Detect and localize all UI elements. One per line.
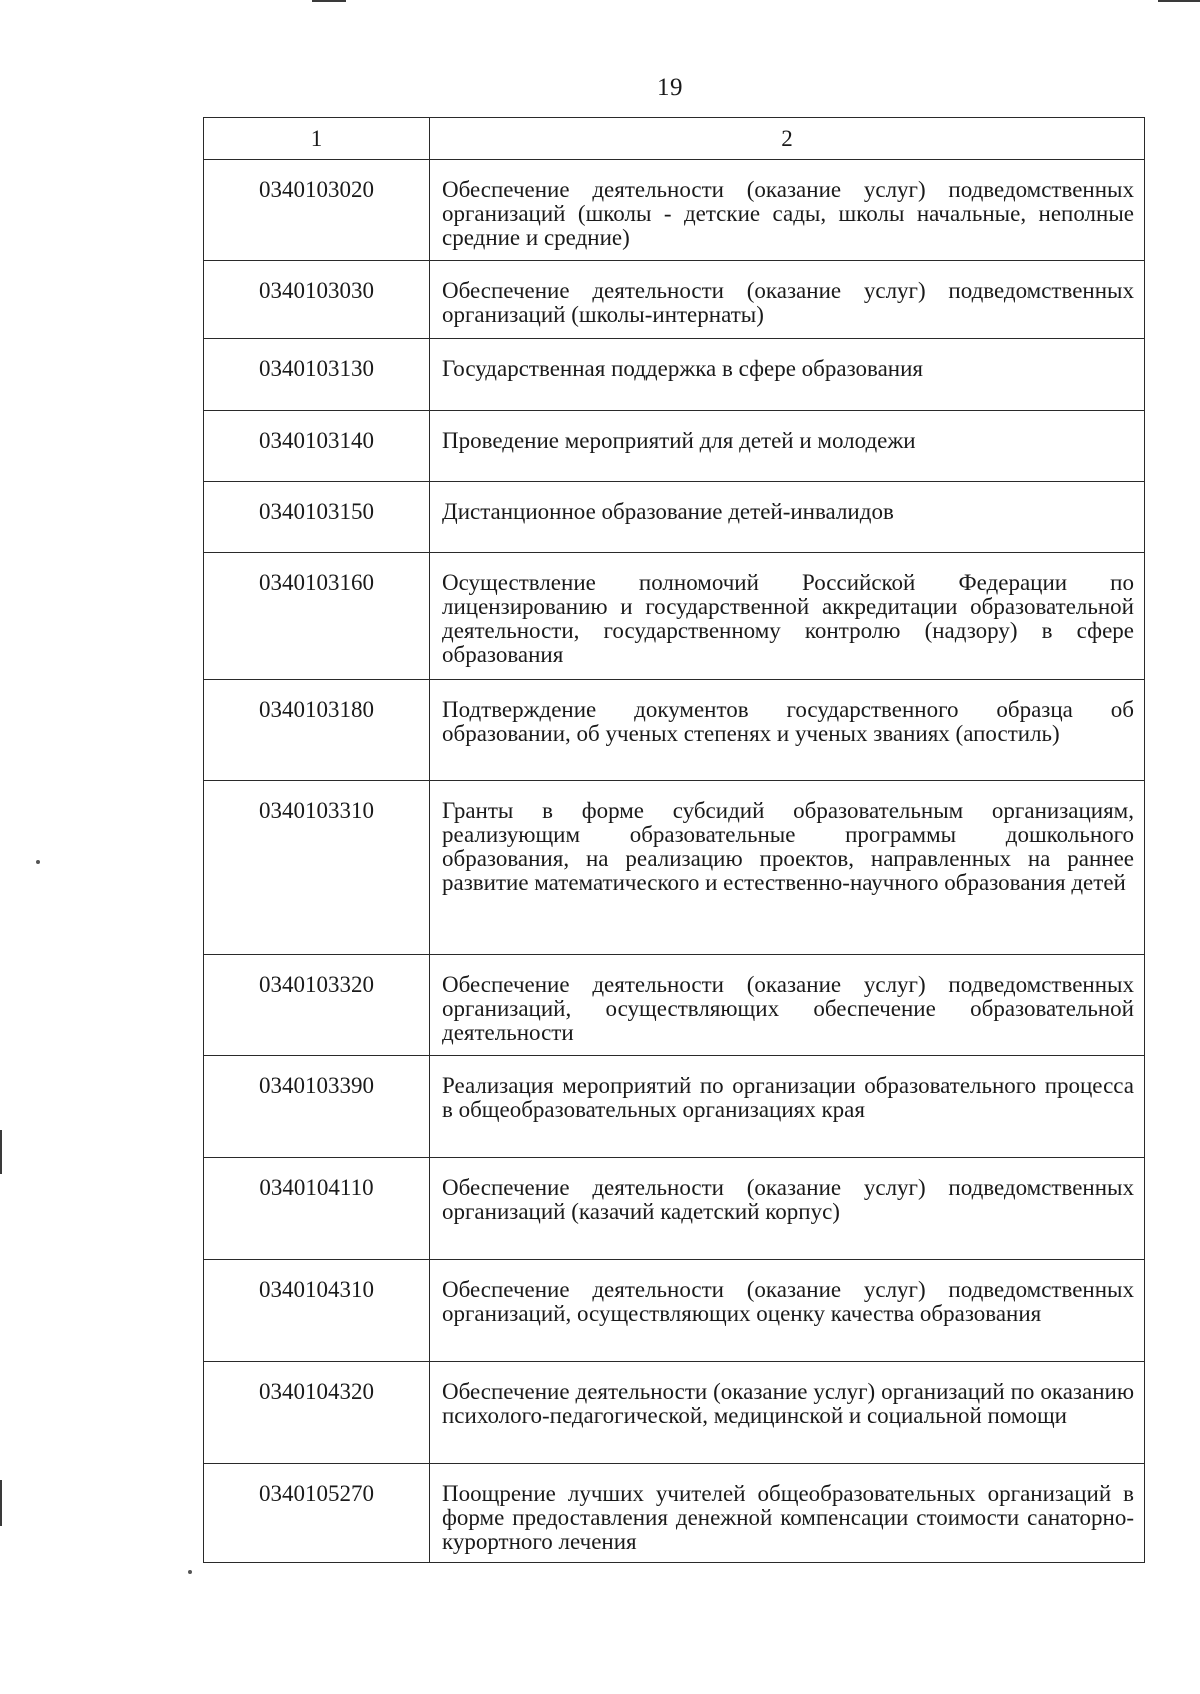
table-row [204,160,1145,261]
scan-edge-mark [312,0,346,2]
row-description: Поощрение лучших учителей общеобразовательных организаций в форме предоставления денежной компенсации стоимости санаторно-курортного лечения [430,1464,1145,1563]
table-row [204,1362,1145,1464]
row-description: Подтверждение документов государственного образца об образовании, об ученых степенях и ученых званиях (апостиль) [430,680,1145,781]
row-description: Обеспечение деятельности (оказание услуг) подведомственных организаций, осуществляющих обеспечение образовательной деятельности [430,955,1145,1056]
row-description: Обеспечение деятельности (оказание услуг) подведомственных организаций (школы - детские сады, школы начальные, неполные средние и средние) [430,160,1145,261]
scan-edge-mark [1158,0,1200,2]
table-row [204,1056,1145,1158]
row-code: 0340103160 [204,553,430,680]
row-code: 0340103140 [204,411,430,482]
row-code: 0340105270 [204,1464,430,1563]
scan-dot [188,1570,192,1574]
row-description: Гранты в форме субсидий образовательным организациям, реализующим образовательные программы дошкольного образования, на реализацию проектов, направленных на раннее развитие математического и естественно-научного образования детей [430,781,1145,955]
table-row [204,781,1145,955]
page-number: 19 [657,74,683,101]
table-row [204,1158,1145,1260]
row-code: 0340103320 [204,955,430,1056]
row-description: Реализация мероприятий по организации образовательного процесса в общеобразовательных организациях края [430,1056,1145,1158]
row-description: Осуществление полномочий Российской Федерации по лицензированию и государственной аккредитации образовательной деятельности, государственному контролю (надзору) в сфере образования [430,553,1145,680]
table-row [204,553,1145,680]
table-header-row [204,118,1145,160]
table-row [204,1464,1145,1563]
row-code: 0340103030 [204,261,430,339]
scan-dot [36,860,40,864]
row-description: Обеспечение деятельности (оказание услуг) подведомственных организаций (казачий кадетский корпус) [430,1158,1145,1260]
table-row [204,339,1145,411]
row-code: 0340103390 [204,1056,430,1158]
table-row [204,411,1145,482]
column-header-description: 2 [430,118,1145,160]
column-header-code: 1 [204,118,430,160]
row-description: Проведение мероприятий для детей и молодежи [430,411,1145,482]
scan-edge-mark [0,1130,2,1174]
row-description: Обеспечение деятельности (оказание услуг) организаций по оказанию психолого-педагогической, медицинской и социальной помощи [430,1362,1145,1464]
row-description: Обеспечение деятельности (оказание услуг) подведомственных организаций (школы-интернаты) [430,261,1145,339]
row-code: 0340103310 [204,781,430,955]
table-row [204,1260,1145,1362]
table-row [204,482,1145,553]
scan-edge-mark [0,1480,2,1526]
table-row [204,261,1145,339]
table-row [204,955,1145,1056]
row-description: Обеспечение деятельности (оказание услуг) подведомственных организаций, осуществляющих оценку качества образования [430,1260,1145,1362]
row-code: 0340103180 [204,680,430,781]
row-description: Государственная поддержка в сфере образования [430,339,1145,411]
row-code: 0340103130 [204,339,430,411]
row-code: 0340104110 [204,1158,430,1260]
row-description: Дистанционное образование детей-инвалидов [430,482,1145,553]
row-code: 0340103020 [204,160,430,261]
code-table [203,117,1145,1563]
row-code: 0340104310 [204,1260,430,1362]
row-code: 0340104320 [204,1362,430,1464]
row-code: 0340103150 [204,482,430,553]
table-row [204,680,1145,781]
